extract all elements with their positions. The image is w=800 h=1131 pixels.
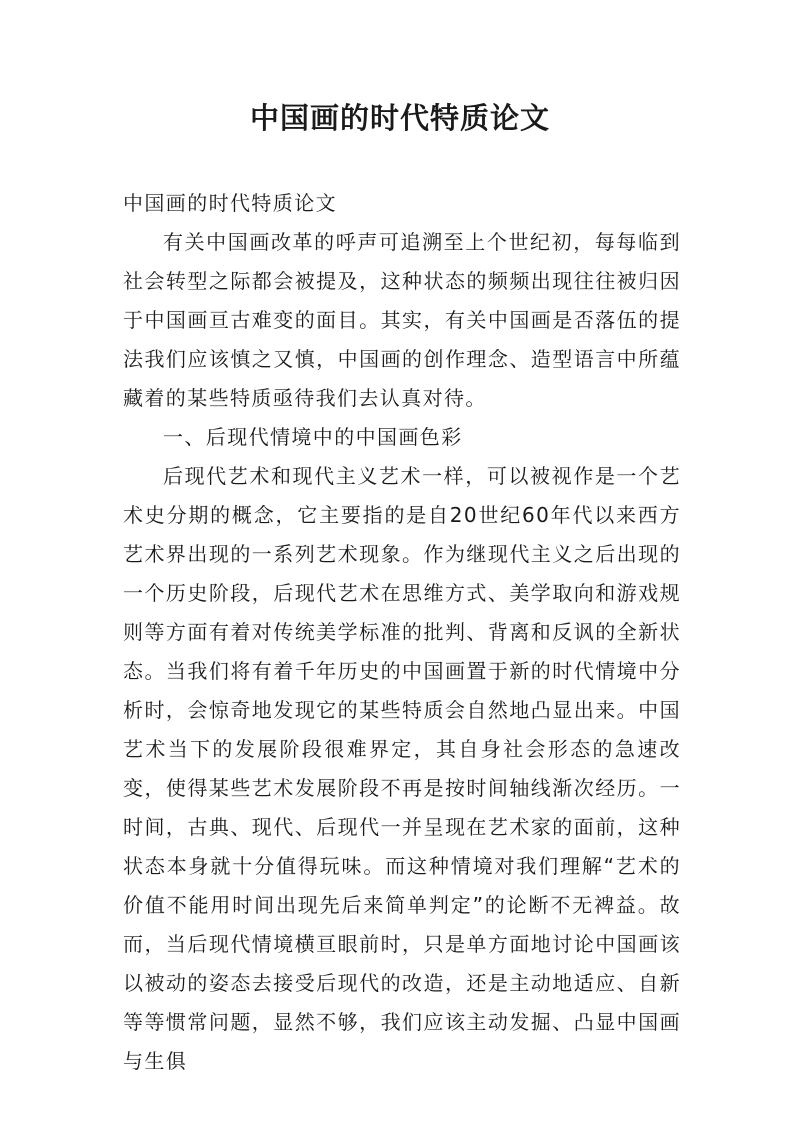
document-title: 中国画的时代特质论文 xyxy=(249,101,550,135)
paragraph-intro: 有关中国画改革的呼声可追溯至上个世纪初，每每临到社会转型之际都会被提及，这种状态的频频出现往往被归因于中国画亘古难变的面目。其实，有关中国画是否落伍的提法我们应该慎之又慎，中国画的创作理念、造型语言中所蕴藏着的某些特质亟待我们去认真对待。 xyxy=(123,230,681,410)
document-body xyxy=(123,184,681,1081)
paragraph-postmodern: 后现代艺术和现代主义艺术一样，可以被视作是一个艺术史分期的概念，它主要指的是自20世纪60年代以来西方艺术界出现的一系列艺术现象。作为继现代主义之后出现的一个历史阶段，后现代艺术在思维方式、美学取向和游戏规则等方面有着对传统美学标准的批判、背离和反讽的全新状态。当我们将有着千年历史的中国画置于新的时代情境中分析时，会惊奇地发现它的某些特质会自然地凸显出来。中国艺术当下的发展阶段很难界定，其自身社会形态的急速改变，使得某些艺术发展阶段不再是按时间轴线渐次经历。一时间，古典、现代、后现代一并呈现在艺术家的面前，这种状态本身就十分值得玩味。而这种情境对我们理解“艺术的价值不能用时间出现先后来简单判定”的论断不无裨益。故而，当后现代情境横亘眼前时，只是单方面地讨论中国画该以被动的姿态去接受后现代的改造，还是主动地适应、自新等等惯常问题，显然不够，我们应该主动发掘、凸显中国画与生俱 xyxy=(123,464,681,1073)
section-heading: 一、后现代情境中的中国画色彩 xyxy=(163,425,463,449)
body-subtitle: 中国画的时代特质论文 xyxy=(123,191,337,215)
